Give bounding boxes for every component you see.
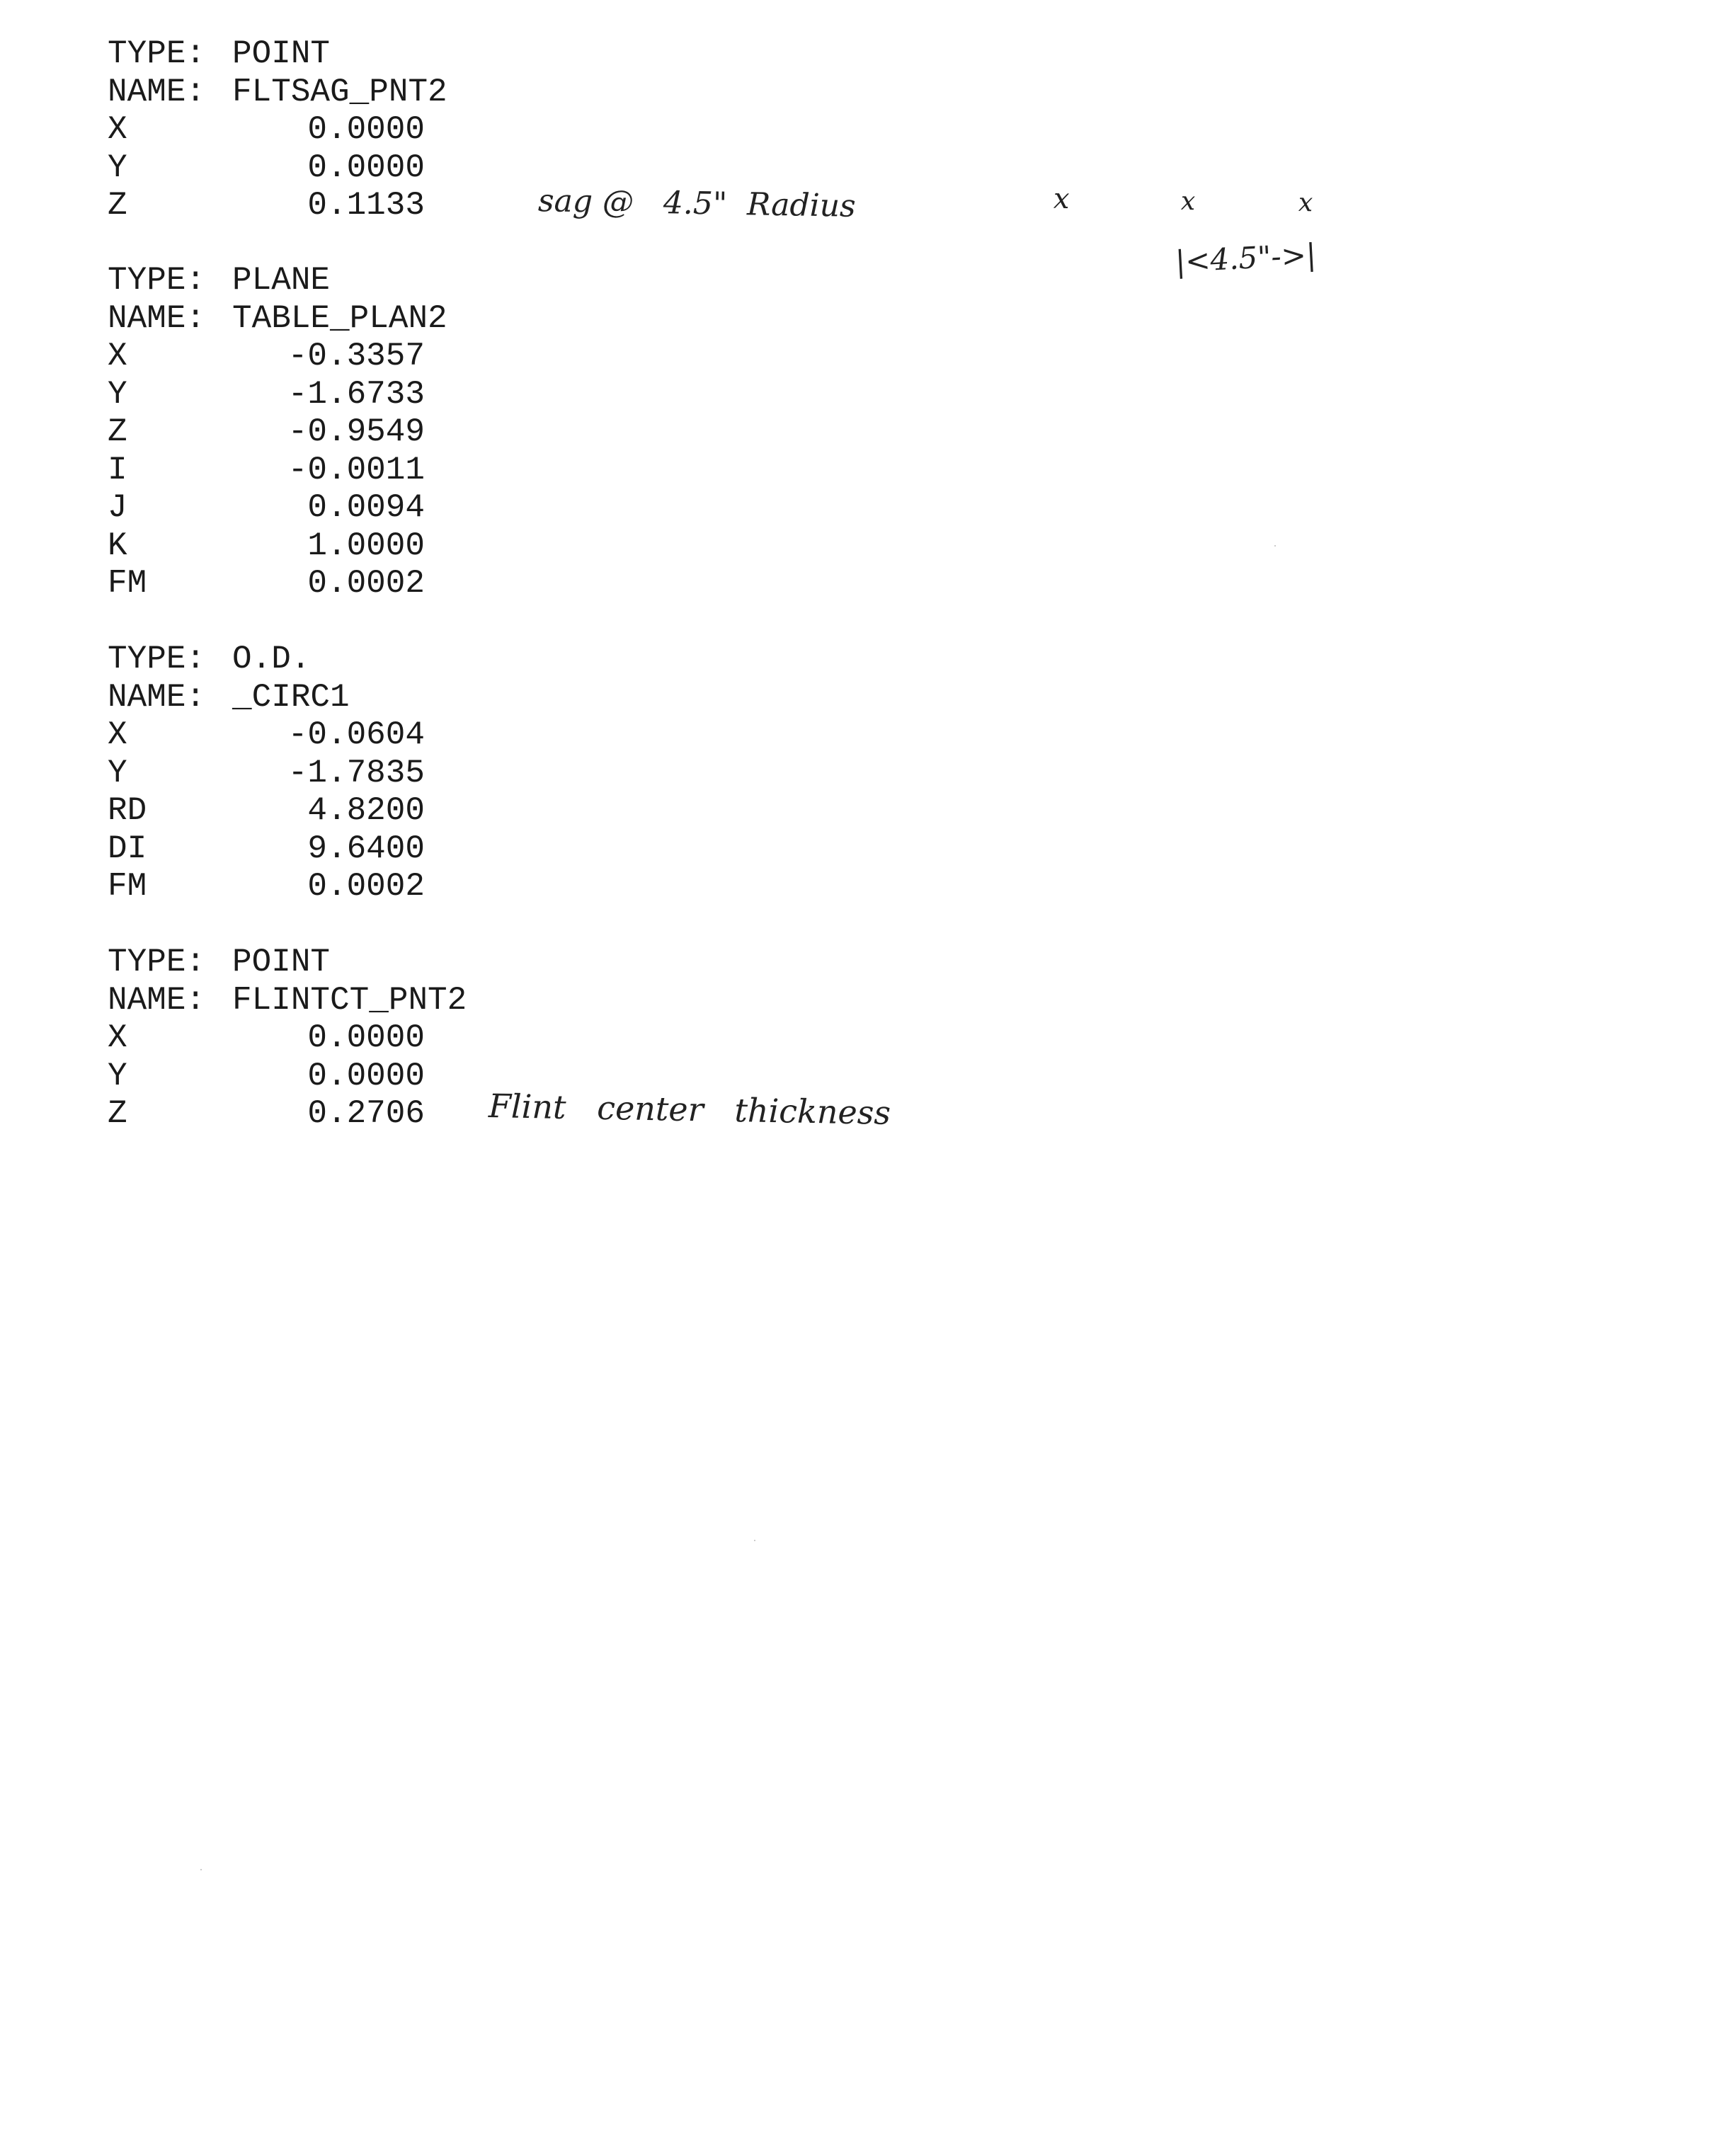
- row-value: -1.7835: [287, 754, 425, 791]
- row-key: X: [108, 1019, 127, 1056]
- row-value: -0.3357: [287, 338, 425, 374]
- name-label: NAME:: [108, 981, 206, 1019]
- row-key: Z: [108, 413, 127, 450]
- scan-speck: [1274, 545, 1276, 547]
- row-key: X: [108, 111, 127, 148]
- row-value: 0.0002: [307, 565, 425, 602]
- record-table-plan2: [108, 262, 603, 603]
- data-row: [108, 527, 603, 566]
- data-row: [108, 868, 603, 906]
- type-label: TYPE:: [108, 944, 206, 980]
- data-row: [108, 755, 603, 793]
- type-value: POINT: [232, 35, 331, 72]
- row-key: I: [108, 451, 127, 488]
- row-value: 0.0094: [307, 489, 425, 526]
- row-value: -0.9549: [287, 413, 425, 450]
- type-label: TYPE:: [108, 35, 206, 72]
- row-value: 4.8200: [307, 792, 425, 829]
- row-value: 0.0000: [307, 1019, 425, 1056]
- type-label: TYPE:: [108, 641, 206, 677]
- name-line: [108, 74, 603, 112]
- name-label: NAME:: [108, 299, 206, 337]
- name-line: [108, 982, 603, 1020]
- row-key: Z: [108, 187, 127, 224]
- sag-radius-note: sag @ 4.5" Radius: [537, 183, 857, 224]
- data-row: [108, 1019, 603, 1058]
- data-row: [108, 830, 603, 869]
- name-value: _CIRC1: [232, 678, 350, 716]
- name-value: FLINTCT_PNT2: [232, 981, 467, 1019]
- row-value: 0.0000: [307, 149, 425, 186]
- scan-speck: [200, 1869, 202, 1870]
- name-label: NAME:: [108, 678, 206, 716]
- row-value: -0.0011: [287, 451, 425, 488]
- data-row: [108, 149, 603, 188]
- row-key: RD: [108, 792, 147, 829]
- row-value: 0.0002: [307, 868, 425, 905]
- data-row: [108, 792, 603, 830]
- scan-speck: [754, 1540, 755, 1541]
- type-value: O.D.: [232, 641, 311, 677]
- row-key: Z: [108, 1095, 127, 1132]
- type-line: [108, 641, 603, 679]
- data-row: [108, 452, 603, 490]
- type-line: [108, 35, 603, 74]
- row-value: 9.6400: [307, 830, 425, 867]
- data-row: [108, 489, 603, 527]
- name-line: [108, 679, 603, 717]
- data-row: [108, 338, 603, 376]
- row-key: J: [108, 489, 127, 526]
- type-value: PLANE: [232, 262, 331, 299]
- data-row: [108, 187, 603, 225]
- type-value: POINT: [232, 944, 331, 980]
- data-row: [108, 565, 603, 603]
- name-label: NAME:: [108, 73, 206, 110]
- data-row: [108, 111, 603, 149]
- dimension-note: |<4.5"->|: [1174, 236, 1318, 280]
- row-key: Y: [108, 149, 127, 186]
- row-value: 1.0000: [307, 527, 425, 564]
- row-value: 0.2706: [307, 1095, 425, 1132]
- row-key: K: [108, 527, 127, 564]
- x-mark: x: [1053, 182, 1070, 216]
- row-value: 0.0000: [307, 111, 425, 148]
- row-key: Y: [108, 754, 127, 791]
- row-key: X: [108, 716, 127, 753]
- row-key: DI: [108, 830, 147, 867]
- row-value: 0.0000: [307, 1057, 425, 1094]
- type-line: [108, 262, 603, 300]
- name-value: TABLE_PLAN2: [232, 299, 447, 337]
- x-mark: x: [1298, 188, 1313, 218]
- row-value: 0.1133: [307, 187, 425, 224]
- data-row: [108, 716, 603, 755]
- record-fltsag-pnt2: [108, 35, 603, 225]
- row-key: Y: [108, 1057, 127, 1094]
- row-value: -0.0604: [287, 716, 425, 753]
- type-label: TYPE:: [108, 262, 206, 299]
- x-mark: x: [1180, 186, 1196, 217]
- type-line: [108, 944, 603, 982]
- data-row: [108, 376, 603, 414]
- record-circ1: [108, 641, 603, 906]
- row-key: X: [108, 338, 127, 374]
- name-line: [108, 300, 603, 338]
- row-value: -1.6733: [287, 375, 425, 413]
- row-key: Y: [108, 375, 127, 413]
- name-value: FLTSAG_PNT2: [232, 73, 447, 110]
- row-key: FM: [108, 868, 147, 905]
- row-key: FM: [108, 565, 147, 602]
- data-row: [108, 413, 603, 452]
- flint-center-thickness-note: Flint center thickness: [488, 1087, 891, 1132]
